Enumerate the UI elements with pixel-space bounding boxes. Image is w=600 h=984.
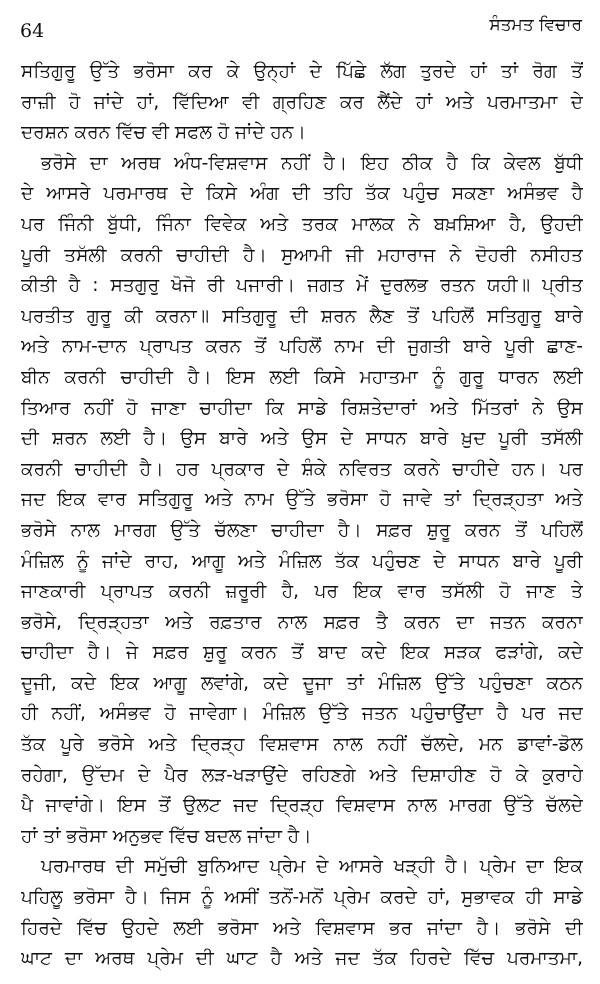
text-line: ਭਰੋਸੇ, ਦ੍ਰਿੜ੍ਹਤਾ ਅਤੇ ਰਫ਼ਤਾਰ ਨਾਲ ਸਫ਼ਰ ਤੈ ਕਰਨ ਦਾ ਜਤਨ ਕਰਨਾ [21,611,583,633]
text-line: ਭਰੋਸੇ ਨਾਲ ਮਾਰਗ ਉੱਤੇ ਚੱਲਣਾ ਚਾਹੀਦਾ ਹੈ। ਸਫ਼ਰ ਸ਼ੁਰੂ ਕਰਨ ਤੋਂ ਪਹਿਲੋਂ [21,519,583,541]
text-line: ਕੀਤੀ ਹੈ : ਸਤਗੁਰੁ ਖੋਜੋ ਰੀ ਪਜਾਰੀ। ਜਗਤ ਮੇਂ ਦੁਰਲਭ ਰਤਨ ਯਹੀ॥ ਪ੍ਰੀਤ [21,275,583,297]
text-line: ਦਰਸ਼ਨ ਕਰਨ ਵਿੱਚ ਵੀ ਸਫਲ ਹੋ ਜਾਂਦੇ ਹਨ। [21,122,306,144]
text-line: ਹਿਰਦੇ ਵਿੱਚ ਉਹਦੇ ਲਈ ਭਰੋਸਾ ਅਤੇ ਵਿਸ਼ਵਾਸ ਭਰ ਜਾਂਦਾ ਹੈ। ਭਰੋਸੇ ਦੀ [21,917,583,939]
text-line: ਪੂਰੀ ਤਸੱਲੀ ਕਰਨੀ ਚਾਹੀਦੀ ਹੈ। ਸੁਆਮੀ ਜੀ ਮਹਾਰਾਜ ਨੇ ਦੋਹਰੀ ਨਸੀਹਤ [21,244,583,266]
page-number: 64 [20,20,45,42]
text-line: ਦੂਜੀ, ਕਦੇ ਇਕ ਆਗੂ ਲਵਾਂਗੇ, ਕਦੇ ਦੂਜਾ ਤਾਂ ਮੰਜ਼ਿਲ ਉੱਤੇ ਪਹੁੰਚਣਾ ਕਠਨ [21,672,583,694]
text-line: ਪੈ ਜਾਵਾਂਗੇ। ਇਸ ਤੋਂ ਉਲਟ ਜਦ ਦ੍ਰਿੜ੍ਹ ਵਿਸ਼ਵਾਸ ਨਾਲ ਮਾਰਗ ਉੱਤੇ ਚੱਲਦੇ [21,795,583,817]
text-line: ਹਾਂ ਤਾਂ ਭਰੋਸਾ ਅਨੁਭਵ ਵਿੱਚ ਬਦਲ ਜਾਂਦਾ ਹੈ। [21,825,312,847]
body-text [21,57,583,975]
text-line: ਸਤਿਗੁਰੂ ਉੱਤੇ ਭਰੋਸਾ ਕਰ ਕੇ ਉਨ੍ਹਾਂ ਦੇ ਪਿੱਛੇ ਲੱਗ ਤੁਰਦੇ ਹਾਂ ਤਾਂ ਰੋਗ ਤੋਂ [21,61,583,82]
text-line: ਤਿਆਰ ਨਹੀਂ ਹੋ ਜਾਣਾ ਚਾਹੀਦਾ ਕਿ ਸਾਡੇ ਰਿਸ਼ਤੇਦਾਰਾਂ ਅਤੇ ਮਿੱਤਰਾਂ ਨੇ ਉਸ [21,397,583,419]
text-line: ਜਦ ਇਕ ਵਾਰ ਸਤਿਗੁਰੂ ਅਤੇ ਨਾਮ ਉੱਤੇ ਭਰੋਸਾ ਹੋ ਜਾਵੇ ਤਾਂ ਦ੍ਰਿੜ੍ਹਤਾ ਅਤੇ [21,489,583,511]
text-line: ਪਹਿਲੂ ਭਰੋਸਾ ਹੈ। ਜਿਸ ਨੂੰ ਅਸੀਂ ਤਨੋਂ-ਮਨੋਂ ਪ੍ਰੇਮ ਕਰਦੇ ਹਾਂ, ਸੁਭਾਵਕ ਹੀ ਸਾਡੇ [21,887,583,909]
text-line: ਪਰ ਜਿੰਨੀ ਬੁੱਧੀ, ਜਿੰਨਾ ਵਿਵੇਕ ਅਤੇ ਤਰਕ ਮਾਲਕ ਨੇ ਬਖ਼ਸ਼ਿਆ ਹੈ, ਉਹਦੀ [21,213,583,235]
text-line: ਅਤੇ ਨਾਮ-ਦਾਨ ਪ੍ਰਾਪਤ ਕਰਨ ਤੋਂ ਪਹਿਲੋਂ ਨਾਮ ਦੀ ਜੁਗਤੀ ਬਾਰੇ ਪੂਰੀ ਛਾਣ- [21,336,583,358]
text-line: ਚਾਹੀਦਾ ਹੈ। ਜੇ ਸਫ਼ਰ ਸ਼ੁਰੂ ਕਰਨ ਤੋਂ ਬਾਦ ਕਦੇ ਇਕ ਸੜਕ ਫੜਾਂਗੇ, ਕਦੇ [21,642,583,664]
text-line: ਬੀਨ ਕਰਨੀ ਚਾਹੀਦੀ ਹੈ। ਇਸ ਲਈ ਕਿਸੇ ਮਹਾਤਮਾ ਨੂੰ ਗੁਰੂ ਧਾਰਨ ਲਈ [21,366,583,388]
text-line: ਘਾਟ ਦਾ ਅਰਥ ਪ੍ਰੇਮ ਦੀ ਘਾਟ ਹੈ ਅਤੇ ਜਦ ਤੱਕ ਹਿਰਦੇ ਵਿੱਚ ਪਰਮਾਤਮਾ, [21,948,583,970]
text-line: ਤੱਕ ਪੂਰੇ ਭਰੋਸੇ ਅਤੇ ਦ੍ਰਿੜ੍ਹ ਵਿਸ਼ਵਾਸ ਨਾਲ ਨਹੀਂ ਚੱਲਦੇ, ਮਨ ਡਾਵਾਂ-ਡੋਲ [21,734,583,756]
text-line: ਪਰਤੀਤ ਗੁਰੂ ਕੀ ਕਰਨਾ॥ ਸਤਿਗੁਰੂ ਦੀ ਸ਼ਰਨ ਲੈਣ ਤੋਂ ਪਹਿਲੋਂ ਸਤਿਗੁਰੂ ਬਾਰੇ [21,305,583,327]
text-line: ਰਾਜ਼ੀ ਹੋ ਜਾਂਦੇ ਹਾਂ, ਵਿੱਦਿਆ ਵੀ ਗ੍ਰਹਿਣ ਕਰ ਲੈਂਦੇ ਹਾਂ ਅਤੇ ਪਰਮਾਤਮਾ ਦੇ [21,91,583,113]
text-line: ਜਾਣਕਾਰੀ ਪ੍ਰਾਪਤ ਕਰਨੀ ਜ਼ਰੂਰੀ ਹੈ, ਪਰ ਇਕ ਵਾਰ ਤਸੱਲੀ ਹੋ ਜਾਣ ਤੇ [21,581,583,603]
text-line: ਕਰਨੀ ਚਾਹੀਦੀ ਹੈ। ਹਰ ਪ੍ਰਕਾਰ ਦੇ ਸ਼ੰਕੇ ਨਵਿਰਤ ਕਰਨੇ ਚਾਹੀਦੇ ਹਨ। ਪਰ [21,458,583,480]
text-line: ਰਹੇਗਾ, ਉੱਦਮ ਦੇ ਪੈਰ ਲੜ-ਖੜਾਉਂਦੇ ਰਹਿਣਗੇ ਅਤੇ ਦਿਸ਼ਾਹੀਣ ਹੋ ਕੇ ਕੁਰਾਹੇ [21,764,583,786]
text-line: ਦੇ ਆਸਰੇ ਪਰਮਾਰਥ ਦੇ ਕਿਸੇ ਅੰਗ ਦੀ ਤਹਿ ਤੱਕ ਪਹੁੰਚ ਸਕਣਾ ਅਸੰਭਵ ਹੈ [21,183,583,205]
text-line: ਪਰਮਾਰਥ ਦੀ ਸਮੁੱਚੀ ਬੁਨਿਆਦ ਪ੍ਰੇਮ ਦੇ ਆਸਰੇ ਖੜ੍ਹੀ ਹੈ। ਪ੍ਰੇਮ ਦਾ ਇਕ [41,856,583,878]
text-line: ਮੰਜ਼ਿਲ ਨੂੰ ਜਾਂਦੇ ਰਾਹ, ਆਗੂ ਅਤੇ ਮੰਜ਼ਿਲ ਤੱਕ ਪਹੁੰਚਣ ਦੇ ਸਾਧਨ ਬਾਰੇ ਪੂਰੀ [21,550,583,572]
text-line: ਦੀ ਸ਼ਰਨ ਲਈ ਹੈ। ਉਸ ਬਾਰੇ ਅਤੇ ਉਸ ਦੇ ਸਾਧਨ ਬਾਰੇ ਖ਼ੁਦ ਪੂਰੀ ਤਸੱਲੀ [21,428,583,450]
text-line: ਭਰੋਸੇ ਦਾ ਅਰਥ ਅੰਧ-ਵਿਸ਼ਵਾਸ ਨਹੀਂ ਹੈ। ਇਹ ਠੀਕ ਹੈ ਕਿ ਕੇਵਲ ਬੁੱਧੀ [41,152,583,174]
running-head: ਸੰਤਮਤ ਵਿਚਾਰ [489,15,582,35]
text-line: ਹੀ ਨਹੀਂ, ਅਸੰਭਵ ਹੋ ਜਾਵੇਗਾ। ਮੰਜ਼ਿਲ ਉੱਤੇ ਜਤਨ ਪਹੁੰਚਾਉਂਦਾ ਹੈ ਪਰ ਜਦ [21,703,583,725]
